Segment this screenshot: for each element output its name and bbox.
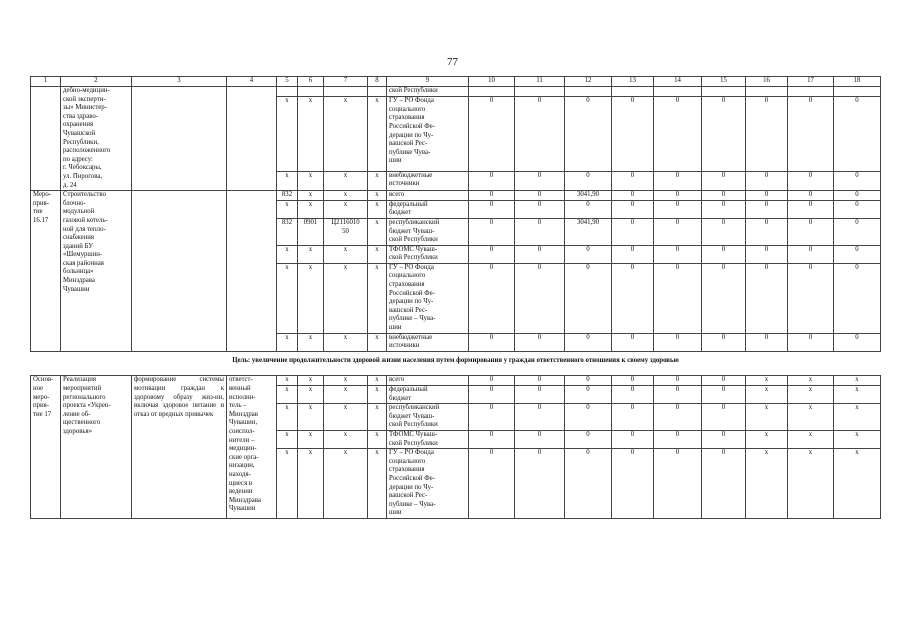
value-cell: 0 xyxy=(702,333,746,351)
measure-number: Основ- ное меро- прия- тие 17 xyxy=(31,376,61,519)
table-cell: х xyxy=(298,191,324,201)
table-cell: х xyxy=(324,200,368,218)
value-cell: 0 xyxy=(469,386,515,404)
value-cell xyxy=(834,87,881,97)
value-cell: 0 xyxy=(654,449,702,519)
value-cell: 0 xyxy=(702,263,746,333)
value-cell: 0 xyxy=(654,218,702,245)
value-cell: 0 xyxy=(612,191,654,201)
table-cell: 0901 xyxy=(298,218,324,245)
header-row xyxy=(31,77,881,87)
table-cell: х xyxy=(368,376,387,386)
value-cell: 0 xyxy=(515,191,565,201)
value-cell: 0 xyxy=(565,386,612,404)
funding-source: республиканский бюджет Чуваш- ской Республики xyxy=(387,218,469,245)
column-header: 1 xyxy=(31,77,61,87)
value-cell xyxy=(469,87,515,97)
value-cell: 0 xyxy=(702,200,746,218)
table-cell: х xyxy=(277,430,298,448)
value-cell: 0 xyxy=(654,171,702,190)
table-cell xyxy=(298,87,324,97)
table-cell: х xyxy=(324,386,368,404)
table-cell: х xyxy=(368,404,387,431)
value-cell: 0 xyxy=(746,218,788,245)
value-cell: 0 xyxy=(515,449,565,519)
table-cell: х xyxy=(298,171,324,190)
table-cell: х xyxy=(324,171,368,190)
value-cell: 0 xyxy=(654,404,702,431)
funding-source: ГУ – РО Фонда социального страхования Российской Фе- дерации по Чу- вашской Рес- публике – Чува- шии xyxy=(387,263,469,333)
value-cell: 0 xyxy=(515,386,565,404)
value-cell: х xyxy=(788,430,834,448)
value-cell: 0 xyxy=(834,97,881,171)
value-cell: 0 xyxy=(515,171,565,190)
value-cell: 0 xyxy=(788,171,834,190)
value-cell: 0 xyxy=(834,245,881,263)
value-cell xyxy=(654,87,702,97)
value-cell: 0 xyxy=(702,97,746,171)
value-cell: х xyxy=(746,404,788,431)
value-cell: 0 xyxy=(788,245,834,263)
value-cell: 0 xyxy=(469,171,515,190)
value-cell: 0 xyxy=(515,376,565,386)
value-cell: 0 xyxy=(469,245,515,263)
column-header: 14 xyxy=(654,77,702,87)
column-header: 10 xyxy=(469,77,515,87)
value-cell: 0 xyxy=(702,218,746,245)
table-cell: х xyxy=(368,263,387,333)
table-cell: х xyxy=(277,449,298,519)
value-cell: х xyxy=(788,449,834,519)
table-cell: х xyxy=(368,171,387,190)
funding-source: федеральный бюджет xyxy=(387,200,469,218)
value-cell: 0 xyxy=(612,245,654,263)
value-cell: 0 xyxy=(565,171,612,190)
table-row xyxy=(31,191,881,201)
value-cell xyxy=(746,87,788,97)
measure-description: формирование системы мотивации граждан к здоровому образу жиз-ни, включая здоровое питание и отказ от вредных привычек xyxy=(132,376,227,519)
table-cell: х xyxy=(368,333,387,351)
column-header: 6 xyxy=(298,77,324,87)
value-cell: 0 xyxy=(515,218,565,245)
table-cell: х xyxy=(368,97,387,171)
value-cell xyxy=(612,87,654,97)
value-cell: 0 xyxy=(515,200,565,218)
table-cell: х xyxy=(277,171,298,190)
value-cell: 0 xyxy=(746,171,788,190)
table-cell: х xyxy=(277,245,298,263)
value-cell: 0 xyxy=(702,171,746,190)
column-header: 8 xyxy=(368,77,387,87)
empty-cell xyxy=(132,191,227,352)
measure-name: Строительство блочно- модульной газовой котель- ной для тепло- снабжения зданий БУ «Шемуршин- ская районная больница» Минздрава Чувашии xyxy=(61,191,132,352)
value-cell: 0 xyxy=(612,97,654,171)
table-row xyxy=(31,376,881,386)
value-cell: 0 xyxy=(515,97,565,171)
column-header: 2 xyxy=(61,77,132,87)
value-cell: 0 xyxy=(654,191,702,201)
funding-source: ГУ – РО Фонда социального страхования Российской Фе- дерации по Чу- вашской Рес- публике Чува- шии xyxy=(387,97,469,171)
value-cell: 0 xyxy=(469,263,515,333)
measure-name: Реализация мероприятий регионального проекта «Укреп- ление об- щественного здоровья» xyxy=(61,376,132,519)
value-cell: 0 xyxy=(565,245,612,263)
value-cell: 0 xyxy=(702,386,746,404)
value-cell: х xyxy=(834,386,881,404)
value-cell: 0 xyxy=(612,376,654,386)
column-header: 15 xyxy=(702,77,746,87)
table-cell: х xyxy=(298,430,324,448)
funding-source: республиканский бюджет Чуваш- ской Республики xyxy=(387,404,469,431)
value-cell: 0 xyxy=(702,245,746,263)
value-cell: х xyxy=(788,404,834,431)
value-cell xyxy=(565,87,612,97)
table-cell xyxy=(368,87,387,97)
table-cell: х xyxy=(324,430,368,448)
value-cell xyxy=(788,87,834,97)
table-cell: х xyxy=(324,191,368,201)
responsible-executor: ответст- венный исполни- тель – Минздрав Чувашии, соиспол- нители – медицин- ские орга- низации, находя- щиеся в ведении Минздрава Чувашии xyxy=(227,376,277,519)
column-header: 5 xyxy=(277,77,298,87)
value-cell: 0 xyxy=(612,430,654,448)
value-cell: 0 xyxy=(469,200,515,218)
value-cell: 3041,90 xyxy=(565,191,612,201)
table-cell: х xyxy=(324,245,368,263)
value-cell: 0 xyxy=(565,263,612,333)
table-cell: х xyxy=(368,245,387,263)
value-cell: 0 xyxy=(746,245,788,263)
value-cell: 0 xyxy=(612,218,654,245)
table-cell: х xyxy=(277,376,298,386)
funding-source: федеральный бюджет xyxy=(387,386,469,404)
value-cell: х xyxy=(834,430,881,448)
value-cell: 0 xyxy=(565,404,612,431)
table-cell: х xyxy=(324,333,368,351)
table-cell: х xyxy=(298,97,324,171)
table-cell: х xyxy=(368,191,387,201)
funding-source: внебюджетные источники xyxy=(387,333,469,351)
column-header: 9 xyxy=(387,77,469,87)
table-cell: х xyxy=(324,97,368,171)
empty-cell xyxy=(227,87,277,191)
table-cell: х xyxy=(298,333,324,351)
table-cell xyxy=(324,87,368,97)
value-cell: 0 xyxy=(612,263,654,333)
goal-row xyxy=(31,351,881,376)
table-cell xyxy=(277,87,298,97)
empty-cell xyxy=(132,87,227,191)
table-cell: х xyxy=(277,333,298,351)
value-cell: 3041,90 xyxy=(565,218,612,245)
value-cell: 0 xyxy=(654,97,702,171)
value-cell: х xyxy=(788,386,834,404)
funding-source: ской Республики xyxy=(387,87,469,97)
funding-source: ГУ – РО Фонда социального страхования Российской Фе- дерации по Чу- вашской Рес- публике – Чува- шии xyxy=(387,449,469,519)
table-cell: х xyxy=(368,430,387,448)
table-cell: х xyxy=(277,386,298,404)
value-cell: 0 xyxy=(515,263,565,333)
value-cell: х xyxy=(834,376,881,386)
value-cell: 0 xyxy=(515,430,565,448)
table-cell: х xyxy=(368,218,387,245)
value-cell: 0 xyxy=(788,191,834,201)
empty-cell xyxy=(227,191,277,352)
value-cell: 0 xyxy=(612,386,654,404)
column-header: 4 xyxy=(227,77,277,87)
value-cell: 0 xyxy=(746,191,788,201)
column-header: 11 xyxy=(515,77,565,87)
table-cell: 832 xyxy=(277,191,298,201)
funding-source: ТФОМС Чуваш- ской Республики xyxy=(387,430,469,448)
value-cell: 0 xyxy=(702,430,746,448)
value-cell: 0 xyxy=(612,171,654,190)
column-header: 13 xyxy=(612,77,654,87)
value-cell: х xyxy=(746,430,788,448)
value-cell: 0 xyxy=(702,449,746,519)
budget-table xyxy=(30,76,881,519)
table-row xyxy=(31,87,881,97)
value-cell: 0 xyxy=(746,333,788,351)
value-cell: 0 xyxy=(469,218,515,245)
funding-source: ТФОМС Чуваш- ской Республики xyxy=(387,245,469,263)
value-cell: 0 xyxy=(834,171,881,190)
empty-cell xyxy=(31,87,61,191)
value-cell: 0 xyxy=(654,376,702,386)
measure-number: Меро- прия- тие 16.17 xyxy=(31,191,61,352)
value-cell: 0 xyxy=(565,430,612,448)
value-cell: 0 xyxy=(746,97,788,171)
value-cell: х xyxy=(746,376,788,386)
funding-source: всего xyxy=(387,191,469,201)
goal-heading: Цель: увеличение продолжительности здоровой жизни населения путем формирования у граждан ответственного отношения к своему здоровью xyxy=(31,351,881,376)
column-header: 3 xyxy=(132,77,227,87)
table-cell: х xyxy=(324,449,368,519)
value-cell: 0 xyxy=(788,218,834,245)
value-cell: х xyxy=(746,449,788,519)
table-cell: х xyxy=(277,263,298,333)
table-cell: х xyxy=(298,376,324,386)
column-header: 12 xyxy=(565,77,612,87)
value-cell: 0 xyxy=(469,449,515,519)
value-cell: 0 xyxy=(702,191,746,201)
value-cell: 0 xyxy=(702,404,746,431)
value-cell: 0 xyxy=(515,333,565,351)
table-cell: х xyxy=(368,449,387,519)
column-header: 7 xyxy=(324,77,368,87)
table-cell: х xyxy=(324,376,368,386)
value-cell: 0 xyxy=(746,263,788,333)
value-cell: 0 xyxy=(654,430,702,448)
value-cell: 0 xyxy=(834,200,881,218)
value-cell: 0 xyxy=(515,245,565,263)
value-cell: 0 xyxy=(565,449,612,519)
table-cell: х xyxy=(324,404,368,431)
table-cell: х xyxy=(324,263,368,333)
value-cell: 0 xyxy=(702,376,746,386)
funding-source: всего xyxy=(387,376,469,386)
table-cell: х xyxy=(298,245,324,263)
value-cell: 0 xyxy=(834,263,881,333)
value-cell: 0 xyxy=(612,333,654,351)
column-header: 16 xyxy=(746,77,788,87)
value-cell: 0 xyxy=(654,245,702,263)
table-cell: х xyxy=(298,263,324,333)
value-cell: 0 xyxy=(469,97,515,171)
value-cell: 0 xyxy=(834,218,881,245)
value-cell: 0 xyxy=(565,97,612,171)
column-header: 17 xyxy=(788,77,834,87)
value-cell: 0 xyxy=(788,333,834,351)
value-cell: 0 xyxy=(654,200,702,218)
table-cell: х xyxy=(298,449,324,519)
value-cell: 0 xyxy=(565,200,612,218)
table-cell: х xyxy=(368,200,387,218)
table-cell: Ц2116010 50 xyxy=(324,218,368,245)
table-cell: х xyxy=(277,97,298,171)
value-cell: 0 xyxy=(834,333,881,351)
table-cell: х xyxy=(298,200,324,218)
value-cell: х xyxy=(746,386,788,404)
table-cell: х xyxy=(277,200,298,218)
value-cell: 0 xyxy=(788,200,834,218)
table-cell: х xyxy=(368,386,387,404)
value-cell: 0 xyxy=(469,430,515,448)
value-cell: 0 xyxy=(469,333,515,351)
table-cell: х xyxy=(298,386,324,404)
value-cell: х xyxy=(834,449,881,519)
value-cell: 0 xyxy=(654,333,702,351)
table-cell: 832 xyxy=(277,218,298,245)
value-cell: 0 xyxy=(654,386,702,404)
value-cell: 0 xyxy=(469,404,515,431)
value-cell: 0 xyxy=(565,376,612,386)
value-cell: 0 xyxy=(469,376,515,386)
value-cell: 0 xyxy=(788,263,834,333)
value-cell: 0 xyxy=(515,404,565,431)
funding-source: внебюджетные источники xyxy=(387,171,469,190)
value-cell: х xyxy=(834,404,881,431)
page-number: 77 xyxy=(447,56,458,68)
value-cell: 0 xyxy=(654,263,702,333)
table-cell: х xyxy=(298,404,324,431)
table-cell: х xyxy=(277,404,298,431)
value-cell: 0 xyxy=(469,191,515,201)
value-cell: 0 xyxy=(612,449,654,519)
value-cell xyxy=(515,87,565,97)
value-cell: 0 xyxy=(834,191,881,201)
value-cell: 0 xyxy=(788,97,834,171)
value-cell: 0 xyxy=(612,404,654,431)
column-header: 18 xyxy=(834,77,881,87)
value-cell: 0 xyxy=(746,200,788,218)
value-cell: х xyxy=(788,376,834,386)
value-cell: 0 xyxy=(612,200,654,218)
value-cell xyxy=(702,87,746,97)
measure-name: дебно-медицин- ской эксперти- зы» Министер- ства здраво- охранения Чувашской Республики, расположенного по адресу: г. Чебоксары, ул. Пирогова, д. 24 xyxy=(61,87,132,191)
value-cell: 0 xyxy=(565,333,612,351)
